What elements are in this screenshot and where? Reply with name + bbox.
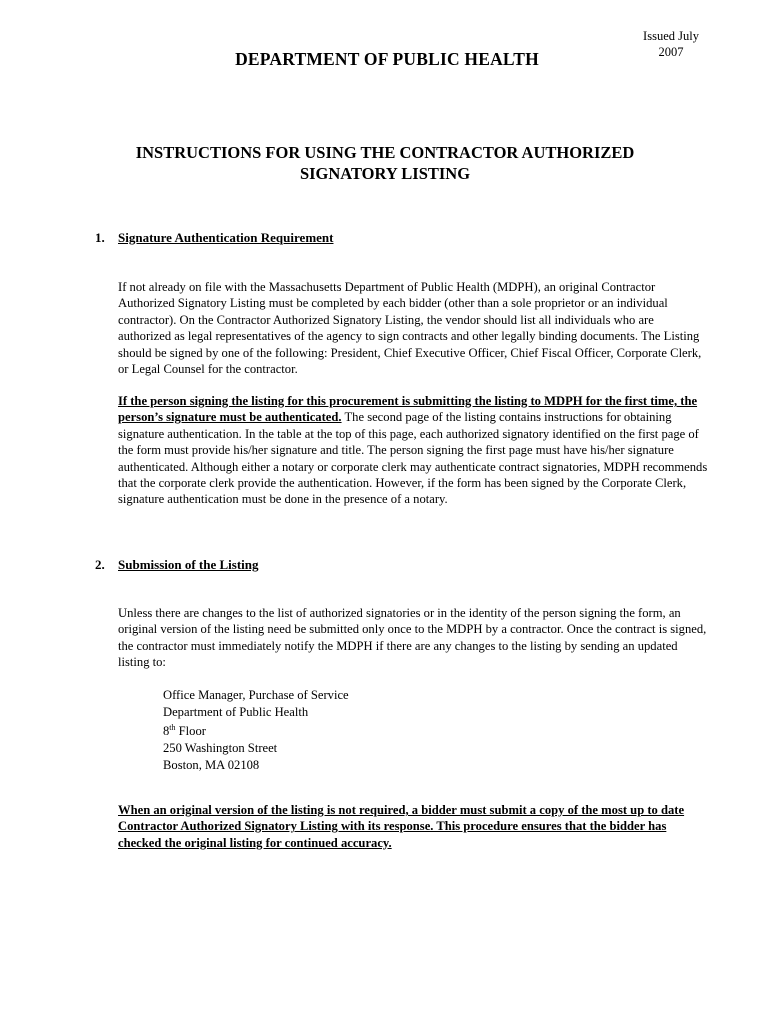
address-line-1: Office Manager, Purchase of Service: [163, 688, 349, 702]
document-title-line-1: INSTRUCTIONS FOR USING THE CONTRACTOR AUTHORIZED: [135, 143, 635, 162]
section-1-paragraph-2: [118, 393, 708, 508]
address-line-5: Boston, MA 02108: [163, 757, 260, 772]
section-2-number: 2.: [95, 557, 105, 572]
authentication-requirement-emphasis: If the person signing the listing for this procurement is submitting the listing to MDPH for the first time, the person’s signature must be authenticated.: [118, 394, 698, 425]
section-1-title: Signature Authentication Requirement: [118, 230, 334, 245]
department-heading: [0, 49, 770, 70]
address-line-4: 250 Washington Street: [163, 740, 278, 755]
section-1-number: 1.: [95, 230, 105, 245]
section-2-heading: [95, 557, 259, 573]
floor-label: Floor: [175, 724, 206, 739]
floor-ordinal: th: [169, 723, 176, 733]
document-title: [0, 142, 770, 184]
document-title-line-2: SIGNATORY LISTING: [299, 164, 471, 183]
section-2-paragraph-2: [118, 802, 708, 851]
floor-number: 8: [163, 724, 170, 739]
section-2-paragraph-1: Unless there are changes to the list of authorized signatories or in the identity of the person signing the form, an original version of the listing need be submitted only once to the MDPH by a contractor. Once the contract is signed, the contractor must immediately notify the MDPH if there are any changes to the listing by sending an updated listing to:: [118, 606, 707, 670]
address-line-2: Department of Public Health: [163, 704, 309, 719]
mailing-address: [163, 687, 349, 773]
section-2-title: Submission of the Listing: [118, 557, 259, 572]
department-heading-text: DEPARTMENT OF PUBLIC HEALTH: [235, 49, 539, 69]
issued-date: Issued July 2007: [643, 29, 699, 59]
section-1-paragraph-1: If not already on file with the Massachusetts Department of Public Health (MDPH), an original Contractor Authorized Signatory Listing must be completed by each bidder (other than a sole proprietor or an individual contractor). On the Contractor Authorized Signatory Listing, the vendor should list all individuals who are authorized as legal representatives of the agency to sign contracts and other legally binding documents. The Listing should be signed by one of the following: President, Chief Executive Officer, Chief Fiscal Officer, Corporate Clerk, or Legal Counsel for the contractor.: [118, 280, 702, 377]
address-line-3: [163, 720, 349, 740]
copy-requirement-emphasis: When an original version of the listing is not required, a bidder must submit a copy of the most up to date Contractor Authorized Signatory Listing with its response. This procedure ensures that the bidder has checked the original listing for continued accuracy.: [118, 803, 685, 850]
authentication-instructions: The second page of the listing contains instructions for obtaining signature authentication. In the table at the top of this page, each authorized signatory identified on the first page of the form must provide his/her signature and title. The person signing the first page must have his/her signature authenticated. Although either a notary or corporate clerk may authenticate contract signatories, MDPH recommends that the corporate clerk provide the authentication. However, if the form has been signed by the Corporate Clerk, signature authentication must be done in the presence of a notary.: [118, 410, 708, 507]
section-1-heading: [95, 230, 333, 246]
